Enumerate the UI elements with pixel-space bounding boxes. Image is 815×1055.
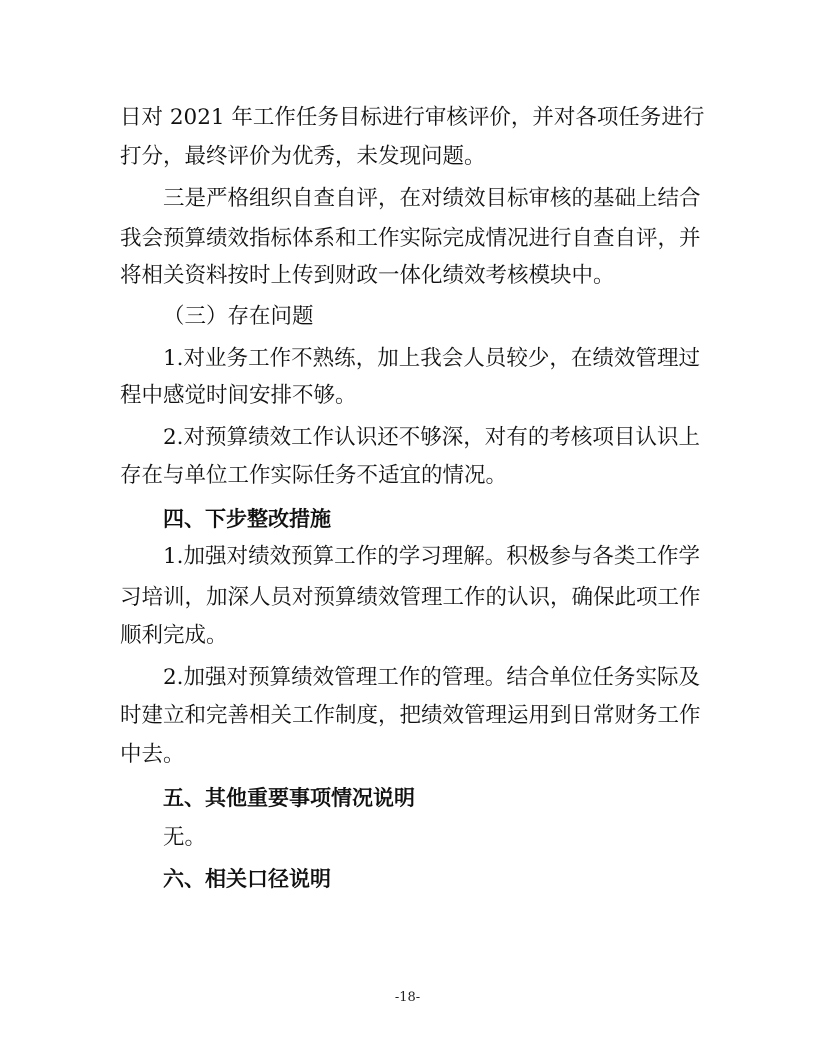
paragraph-line: 三是严格组织自查自评，在对绩效目标审核的基础上结合 [163, 186, 701, 211]
paragraph-line: 程中感觉时间安排不够。 [120, 383, 357, 408]
page-number: -18- [394, 990, 421, 1005]
paragraph-line: 存在与单位工作实际任务不适宜的情况。 [120, 463, 508, 488]
paragraph-line: 2.加强对预算绩效管理工作的管理。结合单位任务实际及 [163, 665, 700, 690]
paragraph-line: 我会预算绩效指标体系和工作实际完成情况进行自查自评，并 [120, 226, 701, 251]
paragraph-line: 习培训，加深人员对预算绩效管理工作的认识，确保此项工作 [120, 585, 701, 610]
paragraph-line: 日对 2021 年工作任务目标进行审核评价，并对各项任务进行 [120, 105, 705, 130]
paragraph-line: 2.对预算绩效工作认识还不够深，对有的考核项目认识上 [163, 425, 700, 450]
subsection-heading: （三）存在问题 [163, 304, 314, 329]
section-heading: 四、下步整改措施 [163, 507, 331, 531]
paragraph-line: 1.对业务工作不熟练，加上我会人员较少，在绩效管理过 [163, 346, 700, 371]
paragraph-line: 顺利完成。 [120, 623, 228, 648]
paragraph-line: 1.加强对绩效预算工作的学习理解。积极参与各类工作学 [163, 544, 700, 569]
paragraph-line: 无。 [163, 825, 207, 850]
paragraph-line: 时建立和完善相关工作制度，把绩效管理运用到日常财务工作 [120, 703, 701, 728]
paragraph-line: 打分，最终评价为优秀，未发现问题。 [120, 144, 486, 169]
section-heading: 六、相关口径说明 [163, 867, 331, 891]
paragraph-line: 中去。 [120, 742, 185, 767]
section-heading: 五、其他重要事项情况说明 [163, 786, 415, 810]
paragraph-line: 将相关资料按时上传到财政一体化绩效考核模块中。 [120, 263, 615, 288]
